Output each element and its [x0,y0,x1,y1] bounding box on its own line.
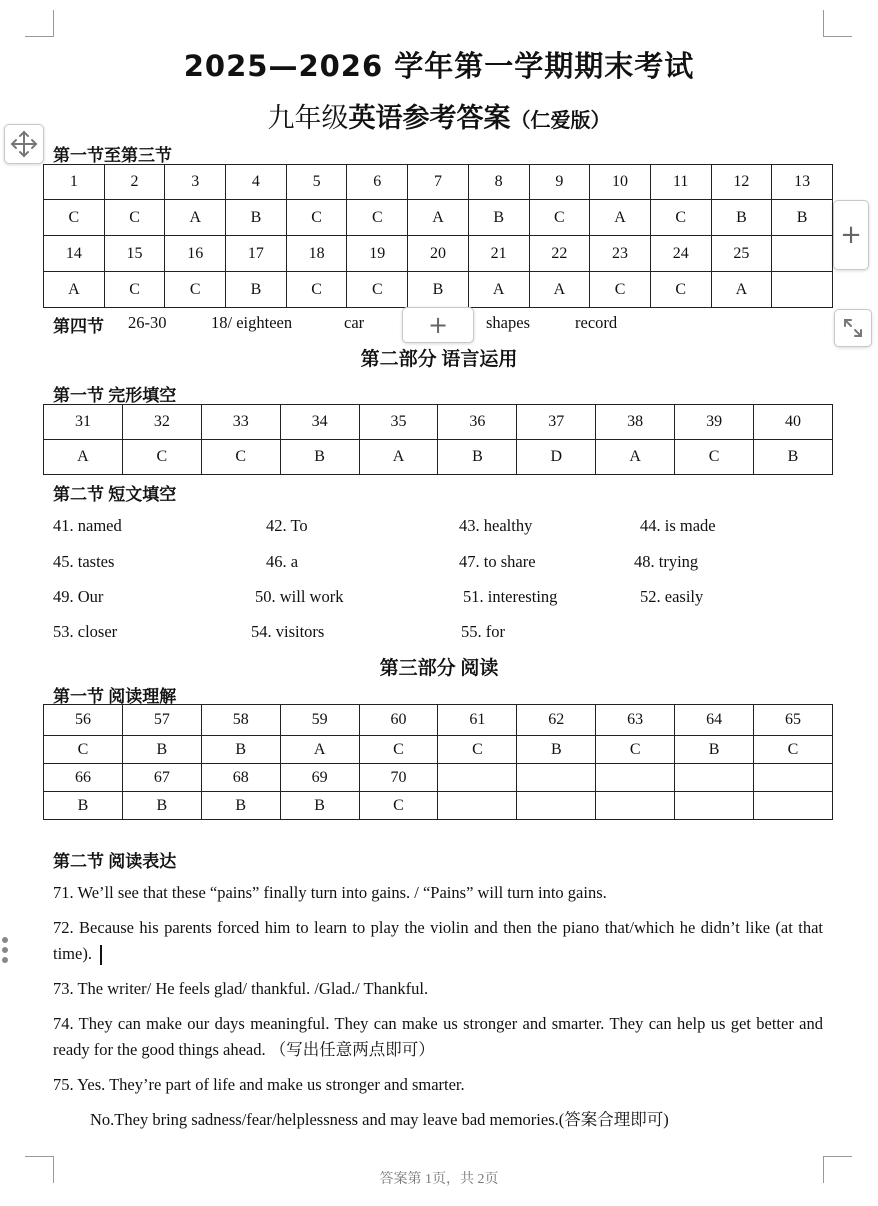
section1-table-cell: B [226,272,287,308]
reading-table-cell [754,792,833,820]
section1-table-cell: 3 [165,165,226,200]
cloze-table-cell: 37 [517,405,596,440]
section1-table-cell: C [286,200,347,236]
section1-table-cell: 1 [44,165,105,200]
section4-answer-4: record [575,313,618,332]
plus-icon: + [840,220,862,250]
cloze-table-cell: 34 [280,405,359,440]
subtitle-grade: 九年级 [267,103,349,134]
section1-table-cell: C [650,272,711,308]
reading-table-cell [517,792,596,820]
reading-table-cell [596,764,675,792]
cloze-table-cell: 39 [675,405,754,440]
section1-table-cell: 14 [44,236,105,272]
reading-table-cell: 56 [44,705,123,736]
reading-table-cell [754,764,833,792]
reading-table-cell: 69 [280,764,359,792]
section1-table-cell: 7 [408,165,469,200]
cloze-table-cell: 32 [122,405,201,440]
reading-table-row [44,705,833,736]
section1-table-cell [772,236,833,272]
reading-table-cell [675,764,754,792]
reading-table-cell: 62 [517,705,596,736]
cloze-table-cell: A [596,440,675,475]
crop-mark-top-right [823,10,852,37]
section1-table-cell: 13 [772,165,833,200]
reading-table-cell: C [359,792,438,820]
section1-table-cell: A [408,200,469,236]
crop-mark-top-left [25,10,54,37]
reading-table-cell [596,792,675,820]
cloze-table-cell: 31 [44,405,123,440]
answer-73: 73. The writer/ He feels glad/ thankful. /Glad./ Thankful. [53,979,429,998]
section1-answer-table [43,164,833,308]
fill-answer: 47. to share [459,552,536,571]
document-subtitle [0,96,878,135]
fill-answer: 51. interesting [463,587,558,606]
text-cursor [100,945,102,965]
cloze-table-cell: C [122,440,201,475]
section1-table-cell: C [104,272,165,308]
reading-table-cell: B [201,792,280,820]
plus-icon: + [427,311,449,339]
reading-table-cell: C [44,736,123,764]
section1-table-cell: 19 [347,236,408,272]
section1-table-cell: 10 [590,165,651,200]
reading-table-cell: 59 [280,705,359,736]
section1-table-cell: C [347,200,408,236]
fill-answer: 50. will work [255,587,344,606]
reading-table-cell: 67 [122,764,201,792]
section1-table-cell: B [226,200,287,236]
reading-answer-table [43,704,833,820]
fill-answer: 46. a [266,552,299,571]
section1-table-cell: A [44,272,105,308]
fill-heading: 第二节 短文填空 [53,485,177,504]
cloze-table-cell: A [359,440,438,475]
reading-table-cell: C [438,736,517,764]
section4-answer-1: 18/ eighteen [211,313,293,332]
section1-table-cell: 22 [529,236,590,272]
cloze-table-cell: A [44,440,123,475]
reading-heading: 第一节 阅读理解 [53,687,177,706]
cloze-table-cell: 33 [201,405,280,440]
section1-table-cell: C [347,272,408,308]
cloze-table-cell: C [201,440,280,475]
answer-75-yes: 75. Yes. They’re part of life and make us stronger and smarter. [53,1075,465,1094]
reading-table-cell: B [122,736,201,764]
fill-answer: 55. for [461,622,505,641]
cloze-answer-table [43,404,833,475]
section1-table-cell: 18 [286,236,347,272]
reading-table-cell: 64 [675,705,754,736]
section1-table-cell: 20 [408,236,469,272]
section4-answer-2: car [344,313,365,332]
reading-table-cell: A [280,736,359,764]
fill-answer: 43. healthy [459,516,533,535]
section1-table-cell: C [104,200,165,236]
answer-71: 71. We’ll see that these “pains” finally turn into gains. / “Pains” will turn into gains. [53,883,607,902]
move-icon [9,129,39,159]
move-handle-button[interactable] [4,124,44,164]
reading-table-cell [517,764,596,792]
add-column-button[interactable] [402,307,474,343]
section1-table-cell: 8 [468,165,529,200]
section1-table-cell: 11 [650,165,711,200]
reading-table-cell: 63 [596,705,675,736]
expression-heading: 第二节 阅读表达 [53,852,177,871]
resize-icon [840,315,866,341]
section1-table-cell: 17 [226,236,287,272]
fill-answer: 44. is made [640,516,716,535]
section1-table-cell: C [165,272,226,308]
section1-table-cell: A [590,200,651,236]
section1-table-cell: 6 [347,165,408,200]
page-footer: 答案第 1页，共 2页 [379,1172,499,1187]
section1-table-cell: 25 [711,236,772,272]
reading-table-cell [438,792,517,820]
section1-table-cell: 16 [165,236,226,272]
section1-table-cell: 15 [104,236,165,272]
section1-table-row [44,236,833,272]
document-title: 2025—2026 学年第一学期期末考试 [183,49,695,83]
cloze-table-cell: B [438,440,517,475]
reading-table-cell: 61 [438,705,517,736]
cloze-table-cell: D [517,440,596,475]
section1-table-cell: B [408,272,469,308]
section1-table-cell: 24 [650,236,711,272]
section1-table-cell: 12 [711,165,772,200]
answer-72 [53,915,823,967]
cloze-heading: 第一节 完形填空 [53,386,177,405]
cloze-table-cell: 40 [754,405,833,440]
reading-table-cell: B [122,792,201,820]
section1-table-cell [772,272,833,308]
reading-table-cell: 68 [201,764,280,792]
answer-72-text: 72. Because his parents forced him to learn to play the violin and then the piano that/which he didn’t like (at that time). [53,918,823,963]
fill-answer: 41. named [53,516,122,535]
section1-table-cell: 4 [226,165,287,200]
section1-table-cell: 9 [529,165,590,200]
cloze-table-cell: C [675,440,754,475]
section1-table-cell: A [165,200,226,236]
reading-table-cell: B [675,736,754,764]
cloze-table-cell: 35 [359,405,438,440]
reading-table-cell: 60 [359,705,438,736]
section1-table-cell: A [711,272,772,308]
part2-heading: 第二部分 语言运用 [360,349,518,370]
section1-table-cell: C [286,272,347,308]
reading-table-row [44,792,833,820]
cloze-table-cell: B [754,440,833,475]
reading-table-row [44,764,833,792]
reading-table-cell: 58 [201,705,280,736]
side-drag-handle[interactable] [2,937,10,967]
reading-table-cell: C [596,736,675,764]
cloze-table-row [44,405,833,440]
fill-answer: 54. visitors [251,622,325,641]
section1-table-row [44,165,833,200]
section1-table-cell: C [529,200,590,236]
resize-button[interactable] [834,309,872,347]
reading-table-cell [675,792,754,820]
fill-answer: 52. easily [640,587,704,606]
section4-range: 26-30 [128,313,167,332]
reading-table-cell: C [359,736,438,764]
answer-74: 74. They can make our days meaningful. They can make us stronger and smarter. They can help us get better and ready for the good things ahead. （写出任意两点即可） [53,1014,823,1059]
reading-table-cell: B [517,736,596,764]
section1-table-cell: 2 [104,165,165,200]
section1-table-cell: A [529,272,590,308]
reading-table-cell: 57 [122,705,201,736]
reading-table-cell: B [280,792,359,820]
reading-table-cell: 65 [754,705,833,736]
section1-table-cell: C [44,200,105,236]
fill-answer: 45. tastes [53,552,115,571]
fill-answer: 53. closer [53,622,118,641]
part3-heading: 第三部分 阅读 [379,658,499,679]
section1-table-cell: 21 [468,236,529,272]
section1-table-cell: C [590,272,651,308]
reading-table-row [44,736,833,764]
section1-table-cell: B [468,200,529,236]
fill-answer: 42. To [266,516,308,535]
cloze-table-cell: 38 [596,405,675,440]
section1-table-cell: 5 [286,165,347,200]
fill-answer: 48. trying [634,552,699,571]
section1-table-cell: B [711,200,772,236]
add-row-button[interactable] [833,200,869,270]
reading-table-cell [438,764,517,792]
section1-table-cell: C [650,200,711,236]
reading-table-cell: 70 [359,764,438,792]
reading-table-cell: C [754,736,833,764]
section4-answer-3: shapes [486,313,530,332]
cloze-table-cell: B [280,440,359,475]
cloze-table-row [44,440,833,475]
subtitle-edition: （仁爱版） [510,108,611,132]
section1-table-cell: B [772,200,833,236]
section1-table-cell: A [468,272,529,308]
section4-heading: 第四节 [53,317,104,336]
answer-75-no: No.They bring sadness/fear/helplessness and may leave bad memories.(答案合理即可) [90,1110,669,1129]
reading-table-cell: 66 [44,764,123,792]
reading-table-cell: B [44,792,123,820]
section1-table-cell: 23 [590,236,651,272]
reading-table-cell: B [201,736,280,764]
cloze-table-cell: 36 [438,405,517,440]
section1-heading: 第一节至第三节 [53,146,172,165]
fill-answer: 49. Our [53,587,104,606]
section1-table-row [44,200,833,236]
subtitle-subject: 英语参考答案 [348,103,511,134]
section1-table-row [44,272,833,308]
